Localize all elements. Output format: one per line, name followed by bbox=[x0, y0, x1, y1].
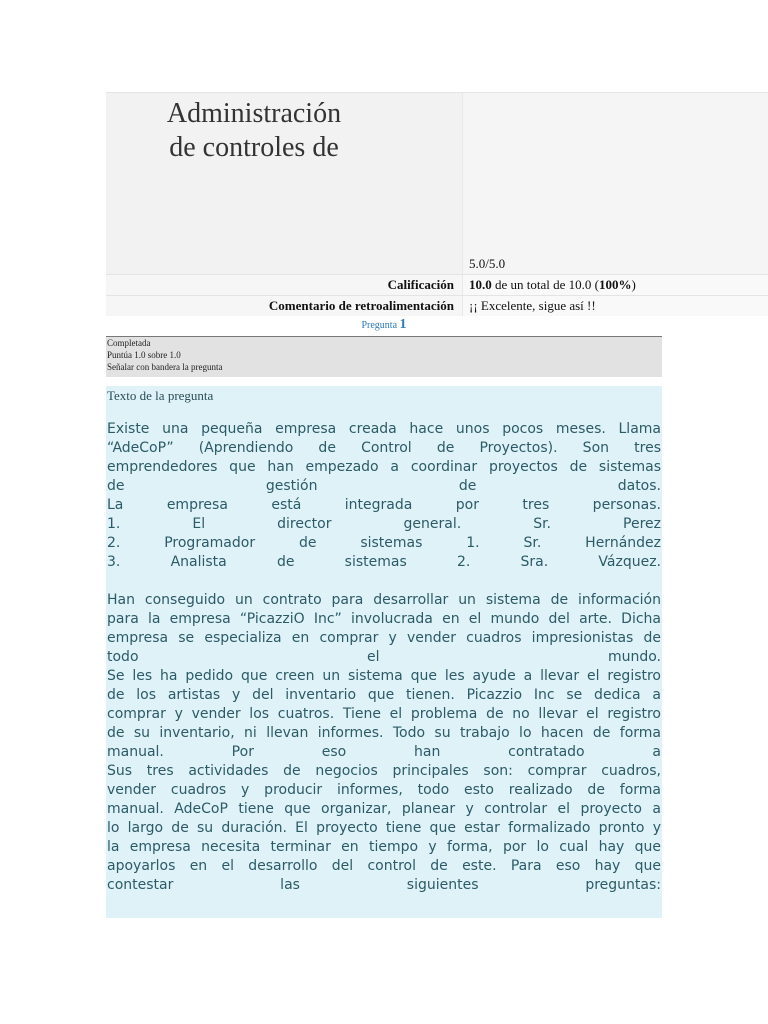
title-line-2: de controles de bbox=[169, 132, 339, 163]
question-number bbox=[106, 317, 662, 333]
paragraph-line: Han conseguido un contrato para desarrollar un sistema de información bbox=[107, 592, 661, 608]
paragraph-line: Sus tres actividades de negocios principales son: comprar cuadros, bbox=[107, 763, 661, 779]
paragraph-line: comprar y vender los cuatros. Tiene el problema de no llevar el registro bbox=[107, 706, 661, 722]
flag-question-link[interactable]: Señalar con bandera la pregunta bbox=[107, 362, 223, 372]
paragraph-line: La empresa está integrada por tres personas. bbox=[107, 497, 661, 513]
paragraph-line: “AdeCoP” (Aprendiendo de Control de Proyectos). Son tres bbox=[107, 440, 661, 456]
paragraph-line: Existe una pequeña empresa creada hace unos pocos meses. Llama bbox=[107, 421, 661, 437]
question-text-label: Texto de la pregunta bbox=[107, 388, 214, 403]
paragraph-line: 2. Programador de sistemas 1. Sr. Hernández bbox=[107, 535, 661, 551]
paragraph-line: emprendedores que han empezado a coordinar proyectos de sistemas bbox=[107, 459, 661, 475]
question-points: Puntúa 1.0 sobre 1.0 bbox=[107, 350, 181, 360]
paragraph-line: manual. AdeCoP tiene que organizar, planear y controlar el proyecto a bbox=[107, 801, 661, 817]
grade-value-bold: 10.0 bbox=[469, 277, 492, 292]
paragraph-line: de gestión de datos. bbox=[107, 478, 661, 494]
paragraph-line: Se les ha pedido que creen un sistema que les ayude a llevar el registro bbox=[107, 668, 661, 684]
title-line-1: Administración bbox=[166, 98, 342, 129]
paragraph-spacer bbox=[106, 572, 662, 591]
feedback-row bbox=[106, 295, 768, 316]
attempt-summary bbox=[106, 92, 768, 316]
paragraph-line: de los artistas y del inventario que tienen. Picazzio Inc se dedica a bbox=[107, 687, 661, 703]
page-title bbox=[154, 97, 354, 165]
paragraph-line: 1. El director general. Sr. Perez bbox=[107, 516, 661, 532]
paragraph-line: de su inventario, ni llevan informes. Todo su trabajo lo hacen de forma bbox=[107, 725, 661, 741]
title-cell bbox=[106, 93, 462, 274]
score-value: 5.0/5.0 bbox=[469, 256, 506, 271]
question-paragraph-1 bbox=[106, 420, 662, 572]
question-number-prefix: Pregunta bbox=[361, 320, 398, 331]
feedback-label: Comentario de retroalimentación bbox=[106, 296, 462, 316]
paragraph-line: manual. Por eso han contratado a bbox=[107, 744, 661, 760]
grade-value bbox=[462, 275, 768, 295]
score-cell bbox=[462, 93, 768, 274]
paragraph-line: apoyarlos en el desarrollo del control de este. Para eso hay que bbox=[107, 858, 661, 874]
grade-row bbox=[106, 274, 768, 295]
paragraph-line: contestar las siguientes preguntas: bbox=[107, 877, 661, 893]
grade-value-mid: de un total de 10.0 ( bbox=[495, 277, 599, 292]
grade-label: Calificación bbox=[106, 275, 462, 295]
grade-value-end: ) bbox=[631, 277, 636, 292]
feedback-value: ¡¡ Excelente, sigue así !! bbox=[462, 296, 768, 316]
paragraph-line: 3. Analista de sistemas 2. Sra. Vázquez. bbox=[107, 554, 661, 570]
question-text-box bbox=[106, 386, 662, 918]
question-info bbox=[106, 336, 662, 377]
paragraph-line: empresa se especializa en comprar y vender cuadros impresionistas de bbox=[107, 630, 661, 646]
paragraph-line: vender cuadros y producir informes, todo esto realizado de forma bbox=[107, 782, 661, 798]
paragraph-line: todo el mundo. bbox=[107, 649, 661, 665]
summary-header-row bbox=[106, 92, 768, 274]
question-number-value: 1 bbox=[399, 317, 407, 332]
question-status: Completada bbox=[107, 338, 151, 348]
paragraph-line: la empresa necesita terminar en tiempo y forma, por lo cual hay que bbox=[107, 839, 661, 855]
question-paragraph-2 bbox=[106, 591, 662, 895]
paragraph-line: lo largo de su duración. El proyecto tiene que estar formalizado pronto y bbox=[107, 820, 661, 836]
grade-percent: 100% bbox=[598, 277, 632, 292]
paragraph-line: para la empresa “PicazziO Inc” involucrada en el mundo del arte. Dicha bbox=[107, 611, 661, 627]
